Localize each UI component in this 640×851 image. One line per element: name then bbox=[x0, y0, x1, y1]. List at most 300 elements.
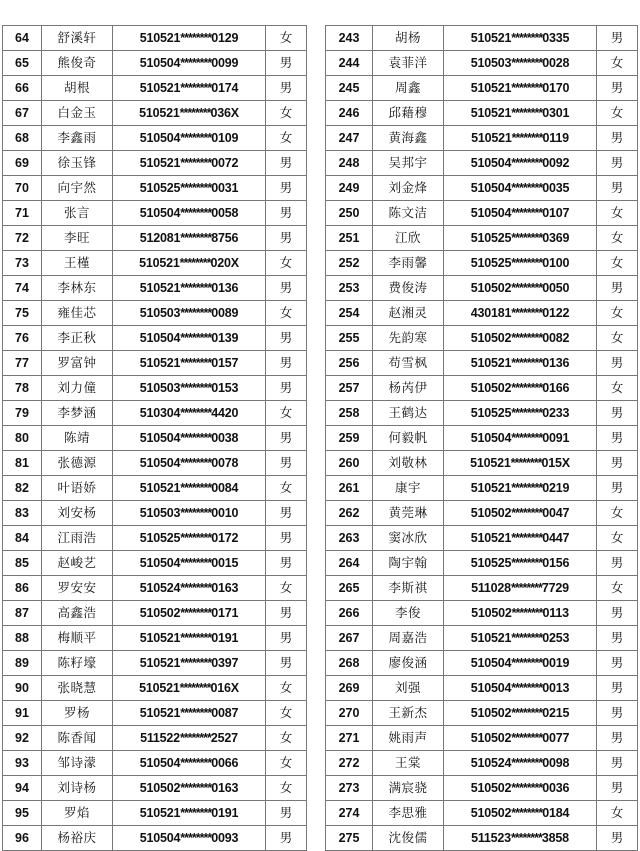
cell-id-number: 510521********0087 bbox=[113, 701, 266, 726]
cell-person-name: 康宇 bbox=[373, 476, 444, 501]
cell-id-number: 510521********0447 bbox=[444, 526, 597, 551]
cell-id-number: 510504********0091 bbox=[444, 426, 597, 451]
cell-sequence-number: 76 bbox=[3, 326, 42, 351]
table-row bbox=[326, 576, 638, 601]
table-row bbox=[326, 126, 638, 151]
cell-id-number: 510521********036X bbox=[113, 101, 266, 126]
cell-id-number: 510521********0129 bbox=[113, 26, 266, 51]
cell-gender: 男 bbox=[597, 451, 638, 476]
cell-sequence-number: 86 bbox=[3, 576, 42, 601]
table-row bbox=[3, 601, 307, 626]
cell-gender: 男 bbox=[266, 151, 307, 176]
cell-sequence-number: 77 bbox=[3, 351, 42, 376]
cell-gender: 男 bbox=[266, 376, 307, 401]
cell-sequence-number: 249 bbox=[326, 176, 373, 201]
cell-id-number: 510503********0153 bbox=[113, 376, 266, 401]
cell-person-name: 苟雪枫 bbox=[373, 351, 444, 376]
cell-gender: 女 bbox=[597, 576, 638, 601]
table-row bbox=[3, 476, 307, 501]
table-row bbox=[3, 126, 307, 151]
cell-sequence-number: 83 bbox=[3, 501, 42, 526]
cell-gender: 男 bbox=[266, 826, 307, 851]
table-row bbox=[326, 426, 638, 451]
cell-person-name: 黄海鑫 bbox=[373, 126, 444, 151]
cell-person-name: 张晓慧 bbox=[42, 676, 113, 701]
cell-gender: 男 bbox=[597, 551, 638, 576]
table-row bbox=[3, 751, 307, 776]
cell-gender: 男 bbox=[266, 76, 307, 101]
table-row bbox=[326, 201, 638, 226]
cell-sequence-number: 273 bbox=[326, 776, 373, 801]
cell-person-name: 李林东 bbox=[42, 276, 113, 301]
cell-person-name: 刘诗杨 bbox=[42, 776, 113, 801]
cell-gender: 女 bbox=[266, 576, 307, 601]
table-row bbox=[326, 226, 638, 251]
cell-person-name: 赵峻艺 bbox=[42, 551, 113, 576]
table-row bbox=[326, 376, 638, 401]
cell-gender: 男 bbox=[597, 601, 638, 626]
cell-id-number: 511523********3858 bbox=[444, 826, 597, 851]
cell-id-number: 510503********0028 bbox=[444, 51, 597, 76]
cell-person-name: 吴邦宇 bbox=[373, 151, 444, 176]
cell-person-name: 刘金烽 bbox=[373, 176, 444, 201]
cell-gender: 女 bbox=[597, 326, 638, 351]
cell-sequence-number: 253 bbox=[326, 276, 373, 301]
cell-gender: 女 bbox=[597, 101, 638, 126]
cell-sequence-number: 80 bbox=[3, 426, 42, 451]
cell-sequence-number: 272 bbox=[326, 751, 373, 776]
cell-gender: 女 bbox=[597, 51, 638, 76]
cell-sequence-number: 260 bbox=[326, 451, 373, 476]
cell-gender: 男 bbox=[266, 51, 307, 76]
cell-gender: 女 bbox=[597, 201, 638, 226]
cell-sequence-number: 244 bbox=[326, 51, 373, 76]
cell-sequence-number: 256 bbox=[326, 351, 373, 376]
table-row bbox=[326, 101, 638, 126]
cell-person-name: 罗杨 bbox=[42, 701, 113, 726]
cell-gender: 女 bbox=[266, 751, 307, 776]
cell-gender: 男 bbox=[597, 401, 638, 426]
table-row bbox=[326, 301, 638, 326]
cell-gender: 男 bbox=[597, 651, 638, 676]
table-row bbox=[326, 676, 638, 701]
cell-id-number: 511522********2527 bbox=[113, 726, 266, 751]
table-row bbox=[326, 501, 638, 526]
cell-person-name: 邱藉穆 bbox=[373, 101, 444, 126]
cell-id-number: 510521********0335 bbox=[444, 26, 597, 51]
cell-sequence-number: 252 bbox=[326, 251, 373, 276]
cell-sequence-number: 250 bbox=[326, 201, 373, 226]
cell-person-name: 先韵寒 bbox=[373, 326, 444, 351]
cell-id-number: 510304********4420 bbox=[113, 401, 266, 426]
table-row bbox=[326, 601, 638, 626]
cell-person-name: 张德源 bbox=[42, 451, 113, 476]
table-row bbox=[326, 151, 638, 176]
cell-gender: 男 bbox=[266, 451, 307, 476]
cell-gender: 女 bbox=[266, 251, 307, 276]
cell-sequence-number: 91 bbox=[3, 701, 42, 726]
cell-person-name: 邹诗濛 bbox=[42, 751, 113, 776]
cell-person-name: 江雨浩 bbox=[42, 526, 113, 551]
cell-sequence-number: 65 bbox=[3, 51, 42, 76]
cell-id-number: 510521********0191 bbox=[113, 626, 266, 651]
cell-id-number: 510502********0113 bbox=[444, 601, 597, 626]
cell-sequence-number: 246 bbox=[326, 101, 373, 126]
table-row bbox=[3, 801, 307, 826]
cell-gender: 男 bbox=[266, 626, 307, 651]
cell-person-name: 陶宇翰 bbox=[373, 551, 444, 576]
cell-id-number: 510521********0397 bbox=[113, 651, 266, 676]
cell-sequence-number: 75 bbox=[3, 301, 42, 326]
table-row bbox=[3, 151, 307, 176]
cell-id-number: 510503********0010 bbox=[113, 501, 266, 526]
cell-person-name: 陈香闻 bbox=[42, 726, 113, 751]
cell-gender: 男 bbox=[597, 626, 638, 651]
cell-sequence-number: 245 bbox=[326, 76, 373, 101]
cell-person-name: 刘敬林 bbox=[373, 451, 444, 476]
cell-id-number: 510521********0136 bbox=[444, 351, 597, 376]
cell-sequence-number: 69 bbox=[3, 151, 42, 176]
cell-gender: 男 bbox=[597, 476, 638, 501]
table-row bbox=[3, 576, 307, 601]
cell-id-number: 510521********0219 bbox=[444, 476, 597, 501]
cell-gender: 女 bbox=[266, 101, 307, 126]
cell-sequence-number: 275 bbox=[326, 826, 373, 851]
cell-person-name: 满宸骁 bbox=[373, 776, 444, 801]
cell-person-name: 罗焰 bbox=[42, 801, 113, 826]
cell-id-number: 510504********0019 bbox=[444, 651, 597, 676]
cell-gender: 男 bbox=[597, 276, 638, 301]
table-row bbox=[326, 76, 638, 101]
cell-person-name: 李鑫雨 bbox=[42, 126, 113, 151]
cell-gender: 男 bbox=[597, 176, 638, 201]
cell-person-name: 姚雨声 bbox=[373, 726, 444, 751]
cell-sequence-number: 70 bbox=[3, 176, 42, 201]
cell-person-name: 罗富钟 bbox=[42, 351, 113, 376]
cell-id-number: 510525********0233 bbox=[444, 401, 597, 426]
cell-id-number: 510504********0093 bbox=[113, 826, 266, 851]
table-row bbox=[3, 401, 307, 426]
table-row bbox=[326, 701, 638, 726]
table-row bbox=[326, 351, 638, 376]
cell-gender: 男 bbox=[266, 601, 307, 626]
cell-id-number: 510504********0013 bbox=[444, 676, 597, 701]
cell-id-number: 511028********7729 bbox=[444, 576, 597, 601]
cell-sequence-number: 270 bbox=[326, 701, 373, 726]
table-row bbox=[3, 376, 307, 401]
table-row bbox=[3, 76, 307, 101]
cell-id-number: 510525********0031 bbox=[113, 176, 266, 201]
cell-sequence-number: 96 bbox=[3, 826, 42, 851]
table-row bbox=[326, 801, 638, 826]
cell-person-name: 罗安安 bbox=[42, 576, 113, 601]
cell-person-name: 杨芮伊 bbox=[373, 376, 444, 401]
cell-person-name: 李俊 bbox=[373, 601, 444, 626]
table-row bbox=[326, 26, 638, 51]
cell-sequence-number: 265 bbox=[326, 576, 373, 601]
cell-id-number: 510502********0082 bbox=[444, 326, 597, 351]
cell-person-name: 白金玉 bbox=[42, 101, 113, 126]
cell-person-name: 杨裕庆 bbox=[42, 826, 113, 851]
cell-sequence-number: 266 bbox=[326, 601, 373, 626]
cell-person-name: 刘力僮 bbox=[42, 376, 113, 401]
cell-gender: 女 bbox=[597, 226, 638, 251]
cell-person-name: 窦冰欣 bbox=[373, 526, 444, 551]
cell-sequence-number: 87 bbox=[3, 601, 42, 626]
cell-gender: 男 bbox=[597, 426, 638, 451]
table-row bbox=[3, 276, 307, 301]
cell-id-number: 510502********0171 bbox=[113, 601, 266, 626]
cell-sequence-number: 254 bbox=[326, 301, 373, 326]
cell-sequence-number: 264 bbox=[326, 551, 373, 576]
cell-sequence-number: 263 bbox=[326, 526, 373, 551]
cell-id-number: 510504********0038 bbox=[113, 426, 266, 451]
table-row bbox=[3, 526, 307, 551]
table-row bbox=[3, 326, 307, 351]
cell-sequence-number: 262 bbox=[326, 501, 373, 526]
cell-sequence-number: 74 bbox=[3, 276, 42, 301]
cell-gender: 男 bbox=[597, 351, 638, 376]
cell-gender: 女 bbox=[266, 401, 307, 426]
table-row bbox=[3, 776, 307, 801]
table-row bbox=[326, 826, 638, 851]
table-row bbox=[3, 251, 307, 276]
cell-sequence-number: 84 bbox=[3, 526, 42, 551]
cell-gender: 女 bbox=[266, 676, 307, 701]
cell-person-name: 李正秋 bbox=[42, 326, 113, 351]
cell-person-name: 沈俊儒 bbox=[373, 826, 444, 851]
cell-gender: 男 bbox=[266, 651, 307, 676]
table-row bbox=[3, 626, 307, 651]
cell-id-number: 510504********0092 bbox=[444, 151, 597, 176]
table-row bbox=[326, 451, 638, 476]
cell-person-name: 赵湘灵 bbox=[373, 301, 444, 326]
cell-person-name: 刘强 bbox=[373, 676, 444, 701]
cell-gender: 男 bbox=[597, 751, 638, 776]
cell-gender: 女 bbox=[266, 776, 307, 801]
cell-person-name: 胡杨 bbox=[373, 26, 444, 51]
table-row bbox=[326, 51, 638, 76]
cell-sequence-number: 271 bbox=[326, 726, 373, 751]
cell-sequence-number: 261 bbox=[326, 476, 373, 501]
cell-gender: 男 bbox=[597, 676, 638, 701]
table-row bbox=[326, 251, 638, 276]
cell-sequence-number: 72 bbox=[3, 226, 42, 251]
cell-id-number: 510521********0170 bbox=[444, 76, 597, 101]
cell-sequence-number: 269 bbox=[326, 676, 373, 701]
table-row bbox=[3, 701, 307, 726]
cell-gender: 女 bbox=[266, 701, 307, 726]
table-row bbox=[326, 476, 638, 501]
table-row bbox=[3, 101, 307, 126]
table-row bbox=[326, 526, 638, 551]
table-row bbox=[326, 551, 638, 576]
cell-id-number: 510525********0156 bbox=[444, 551, 597, 576]
cell-gender: 男 bbox=[266, 426, 307, 451]
cell-gender: 男 bbox=[597, 701, 638, 726]
cell-person-name: 袁菲洋 bbox=[373, 51, 444, 76]
cell-person-name: 刘安杨 bbox=[42, 501, 113, 526]
cell-person-name: 张言 bbox=[42, 201, 113, 226]
cell-id-number: 510521********015X bbox=[444, 451, 597, 476]
cell-sequence-number: 71 bbox=[3, 201, 42, 226]
table-row bbox=[3, 426, 307, 451]
table-row bbox=[326, 726, 638, 751]
cell-gender: 男 bbox=[266, 351, 307, 376]
cell-sequence-number: 79 bbox=[3, 401, 42, 426]
cell-id-number: 510502********0050 bbox=[444, 276, 597, 301]
cell-sequence-number: 88 bbox=[3, 626, 42, 651]
cell-person-name: 王新杰 bbox=[373, 701, 444, 726]
table-row bbox=[3, 726, 307, 751]
cell-gender: 女 bbox=[597, 801, 638, 826]
table-row bbox=[3, 176, 307, 201]
table-row bbox=[3, 201, 307, 226]
table-row bbox=[3, 51, 307, 76]
cell-id-number: 510521********0119 bbox=[444, 126, 597, 151]
cell-gender: 男 bbox=[266, 276, 307, 301]
cell-id-number: 510503********0089 bbox=[113, 301, 266, 326]
cell-sequence-number: 274 bbox=[326, 801, 373, 826]
cell-person-name: 周嘉浩 bbox=[373, 626, 444, 651]
cell-person-name: 王鹤达 bbox=[373, 401, 444, 426]
roster-table-left bbox=[2, 25, 307, 851]
cell-sequence-number: 66 bbox=[3, 76, 42, 101]
cell-person-name: 李雨馨 bbox=[373, 251, 444, 276]
cell-sequence-number: 82 bbox=[3, 476, 42, 501]
cell-id-number: 510521********0191 bbox=[113, 801, 266, 826]
cell-sequence-number: 90 bbox=[3, 676, 42, 701]
cell-id-number: 510525********0369 bbox=[444, 226, 597, 251]
cell-person-name: 王槿 bbox=[42, 251, 113, 276]
cell-person-name: 陈籽壕 bbox=[42, 651, 113, 676]
table-row bbox=[326, 401, 638, 426]
cell-id-number: 512081********8756 bbox=[113, 226, 266, 251]
cell-gender: 男 bbox=[266, 201, 307, 226]
cell-gender: 男 bbox=[597, 76, 638, 101]
cell-gender: 女 bbox=[266, 726, 307, 751]
cell-id-number: 510504********0139 bbox=[113, 326, 266, 351]
cell-sequence-number: 67 bbox=[3, 101, 42, 126]
cell-gender: 男 bbox=[266, 526, 307, 551]
cell-person-name: 舒溪轩 bbox=[42, 26, 113, 51]
cell-person-name: 徐玉锋 bbox=[42, 151, 113, 176]
cell-gender: 男 bbox=[266, 226, 307, 251]
cell-person-name: 黄莞琳 bbox=[373, 501, 444, 526]
cell-id-number: 510504********0078 bbox=[113, 451, 266, 476]
cell-person-name: 熊俊奇 bbox=[42, 51, 113, 76]
cell-id-number: 510504********0107 bbox=[444, 201, 597, 226]
cell-sequence-number: 73 bbox=[3, 251, 42, 276]
cell-id-number: 510521********0301 bbox=[444, 101, 597, 126]
table-row bbox=[3, 26, 307, 51]
cell-id-number: 510524********0098 bbox=[444, 751, 597, 776]
roster-table-right-body bbox=[326, 26, 638, 851]
cell-id-number: 510502********0163 bbox=[113, 776, 266, 801]
cell-id-number: 510502********0047 bbox=[444, 501, 597, 526]
cell-sequence-number: 81 bbox=[3, 451, 42, 476]
cell-id-number: 510525********0100 bbox=[444, 251, 597, 276]
cell-sequence-number: 259 bbox=[326, 426, 373, 451]
cell-person-name: 雍佳芯 bbox=[42, 301, 113, 326]
cell-gender: 男 bbox=[597, 126, 638, 151]
cell-gender: 女 bbox=[597, 251, 638, 276]
cell-sequence-number: 258 bbox=[326, 401, 373, 426]
cell-gender: 女 bbox=[597, 376, 638, 401]
cell-person-name: 梅顺平 bbox=[42, 626, 113, 651]
table-row bbox=[326, 626, 638, 651]
cell-gender: 男 bbox=[597, 726, 638, 751]
cell-gender: 男 bbox=[266, 501, 307, 526]
cell-gender: 女 bbox=[597, 501, 638, 526]
table-row bbox=[3, 226, 307, 251]
cell-id-number: 510504********0058 bbox=[113, 201, 266, 226]
cell-gender: 女 bbox=[266, 126, 307, 151]
cell-id-number: 430181********0122 bbox=[444, 301, 597, 326]
cell-sequence-number: 255 bbox=[326, 326, 373, 351]
cell-id-number: 510525********0172 bbox=[113, 526, 266, 551]
cell-person-name: 李梦涵 bbox=[42, 401, 113, 426]
table-row bbox=[3, 301, 307, 326]
cell-gender: 女 bbox=[597, 301, 638, 326]
cell-id-number: 510521********0072 bbox=[113, 151, 266, 176]
cell-id-number: 510504********0099 bbox=[113, 51, 266, 76]
cell-person-name: 胡根 bbox=[42, 76, 113, 101]
cell-person-name: 李旺 bbox=[42, 226, 113, 251]
cell-person-name: 陈靖 bbox=[42, 426, 113, 451]
cell-id-number: 510521********016X bbox=[113, 676, 266, 701]
cell-id-number: 510504********0035 bbox=[444, 176, 597, 201]
cell-id-number: 510521********0136 bbox=[113, 276, 266, 301]
cell-person-name: 李斯祺 bbox=[373, 576, 444, 601]
cell-id-number: 510524********0163 bbox=[113, 576, 266, 601]
cell-person-name: 费俊涛 bbox=[373, 276, 444, 301]
cell-sequence-number: 267 bbox=[326, 626, 373, 651]
table-row bbox=[3, 676, 307, 701]
cell-gender: 男 bbox=[597, 826, 638, 851]
cell-gender: 女 bbox=[597, 526, 638, 551]
table-row bbox=[326, 751, 638, 776]
cell-id-number: 510521********0253 bbox=[444, 626, 597, 651]
table-row bbox=[326, 176, 638, 201]
cell-person-name: 周鑫 bbox=[373, 76, 444, 101]
cell-id-number: 510504********0109 bbox=[113, 126, 266, 151]
cell-id-number: 510502********0184 bbox=[444, 801, 597, 826]
cell-sequence-number: 89 bbox=[3, 651, 42, 676]
cell-sequence-number: 85 bbox=[3, 551, 42, 576]
cell-id-number: 510521********0174 bbox=[113, 76, 266, 101]
table-row bbox=[326, 326, 638, 351]
cell-gender: 男 bbox=[266, 801, 307, 826]
cell-id-number: 510502********0077 bbox=[444, 726, 597, 751]
table-row bbox=[3, 451, 307, 476]
cell-id-number: 510502********0166 bbox=[444, 376, 597, 401]
table-row bbox=[326, 776, 638, 801]
cell-person-name: 王棠 bbox=[373, 751, 444, 776]
cell-person-name: 叶语娇 bbox=[42, 476, 113, 501]
cell-gender: 女 bbox=[266, 476, 307, 501]
table-row bbox=[3, 551, 307, 576]
table-row bbox=[3, 826, 307, 851]
cell-person-name: 李思雅 bbox=[373, 801, 444, 826]
cell-id-number: 510502********0215 bbox=[444, 701, 597, 726]
cell-sequence-number: 268 bbox=[326, 651, 373, 676]
cell-id-number: 510502********0036 bbox=[444, 776, 597, 801]
cell-gender: 男 bbox=[597, 776, 638, 801]
cell-person-name: 廖俊涵 bbox=[373, 651, 444, 676]
table-row bbox=[326, 651, 638, 676]
cell-gender: 女 bbox=[266, 26, 307, 51]
